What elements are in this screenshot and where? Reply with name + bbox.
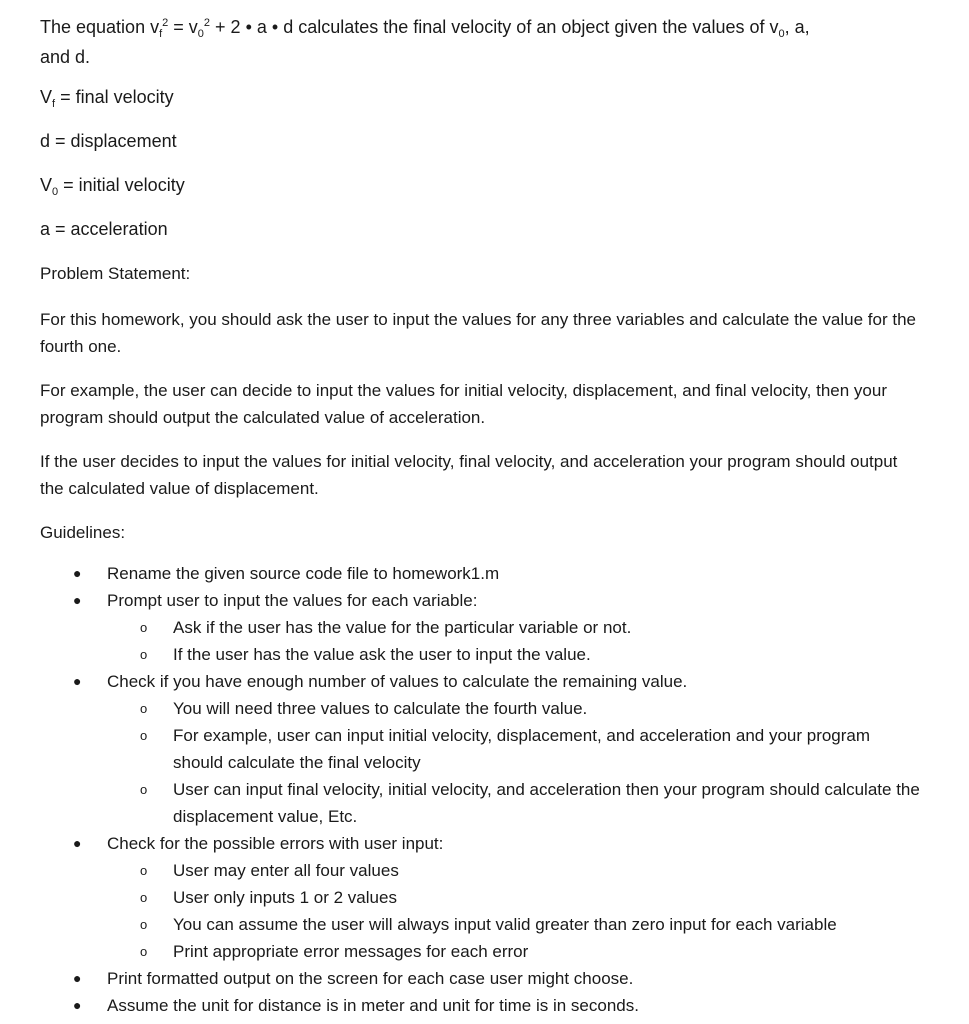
circle-bullet-icon: o	[140, 917, 148, 932]
circle-bullet-icon: o	[140, 620, 148, 635]
guideline-text: Prompt user to input the values for each variable:	[107, 591, 478, 610]
definition-symbol: d	[40, 131, 51, 151]
guideline-subitem	[40, 938, 920, 965]
circle-bullet-icon: o	[140, 701, 148, 716]
circle-bullet-icon: o	[140, 647, 148, 662]
square-superscript: 2	[162, 17, 169, 29]
definition-text: = displacement	[50, 131, 177, 151]
v0-subscript: 0	[197, 28, 204, 40]
problem-statement-heading: Problem Statement:	[40, 264, 191, 283]
paragraph: If the user decides to input the values for initial velocity, final velocity, and acceleration your program should output the calculated value of displacement.	[40, 452, 898, 498]
guideline-subitem	[40, 776, 920, 830]
definition-acceleration	[40, 216, 920, 242]
guideline-item	[40, 830, 920, 857]
guideline-subitem-text: You can assume the user will always input valid greater than zero input for each variable	[173, 915, 837, 934]
guideline-text: Check if you have enough number of values to calculate the remaining value.	[107, 672, 688, 691]
definition-initial-velocity	[40, 172, 920, 198]
intro-text: , a,	[784, 17, 810, 37]
definition-subscript: 0	[52, 186, 59, 198]
guideline-item	[40, 560, 920, 587]
intro-text: and d.	[40, 47, 91, 67]
intro-text: The equation v	[40, 17, 160, 37]
guideline-subitem	[40, 722, 920, 776]
guideline-item	[40, 587, 920, 614]
guideline-subitem-text: Ask if the user has the value for the particular variable or not.	[173, 618, 632, 637]
bullet-icon: ●	[73, 565, 82, 581]
guideline-subitem	[40, 695, 920, 722]
circle-bullet-icon: o	[140, 782, 148, 797]
intro-text: + 2 • a • d calculates the final velocity of an object given the values of v	[210, 17, 779, 37]
bullet-icon: ●	[73, 673, 82, 689]
definition-text: = acceleration	[50, 219, 168, 239]
definition-displacement	[40, 128, 920, 154]
definition-text: = initial velocity	[58, 175, 185, 195]
circle-bullet-icon: o	[140, 728, 148, 743]
guideline-subitem	[40, 641, 920, 668]
guideline-text: Check for the possible errors with user input:	[107, 834, 444, 853]
guideline-item	[40, 992, 920, 1019]
vf-subscript: f	[159, 28, 163, 40]
definition-text: = final velocity	[55, 87, 174, 107]
document	[40, 12, 920, 1019]
bullet-icon: ●	[73, 997, 82, 1013]
guideline-subitem-text: For example, user can input initial velocity, displacement, and acceleration and your program should calculate the final velocity	[173, 726, 871, 772]
bullet-icon: ●	[73, 970, 82, 986]
definition-symbol: V	[40, 175, 53, 195]
guideline-subitem-text: User may enter all four values	[173, 861, 399, 880]
guideline-subitem	[40, 884, 920, 911]
guidelines-heading: Guidelines:	[40, 523, 126, 542]
definition-final-velocity	[40, 84, 920, 110]
guideline-item	[40, 965, 920, 992]
circle-bullet-icon: o	[140, 863, 148, 878]
guideline-subitem-text: Print appropriate error messages for each error	[173, 942, 529, 961]
guideline-subitem	[40, 857, 920, 884]
circle-bullet-icon: o	[140, 944, 148, 959]
intro-text: = v	[168, 17, 198, 37]
bullet-icon: ●	[73, 592, 82, 608]
intro-paragraph	[40, 12, 920, 72]
guideline-subitem	[40, 911, 920, 938]
definition-symbol: a	[40, 219, 51, 239]
paragraph: For example, the user can decide to input the values for initial velocity, displacement, and final velocity, then your program should output the calculated value of acceleration.	[40, 381, 887, 427]
guideline-text: Assume the unit for distance is in meter and unit for time is in seconds.	[107, 996, 639, 1015]
definition-symbol: V	[40, 87, 53, 107]
square-superscript: 2	[203, 17, 211, 29]
bullet-icon: ●	[73, 835, 82, 851]
guidelines-list	[40, 560, 920, 1019]
guideline-text: Print formatted output on the screen for each case user might choose.	[107, 969, 634, 988]
guideline-subitem-text: User can input final velocity, initial velocity, and acceleration then your program should calculate the displacement value, Etc.	[173, 780, 920, 826]
guideline-subitem-text: If the user has the value ask the user to input the value.	[173, 645, 591, 664]
guideline-text: Rename the given source code file to homework1.m	[107, 564, 500, 583]
guideline-subitem-text: User only inputs 1 or 2 values	[173, 888, 397, 907]
v0-subscript: 0	[778, 28, 785, 40]
guideline-subitem-text: You will need three values to calculate the fourth value.	[173, 699, 588, 718]
definition-subscript: f	[52, 98, 56, 110]
guideline-subitem	[40, 614, 920, 641]
circle-bullet-icon: o	[140, 890, 148, 905]
guideline-item	[40, 668, 920, 695]
paragraph: For this homework, you should ask the user to input the values for any three variables and calculate the value for the fourth one.	[40, 310, 916, 356]
